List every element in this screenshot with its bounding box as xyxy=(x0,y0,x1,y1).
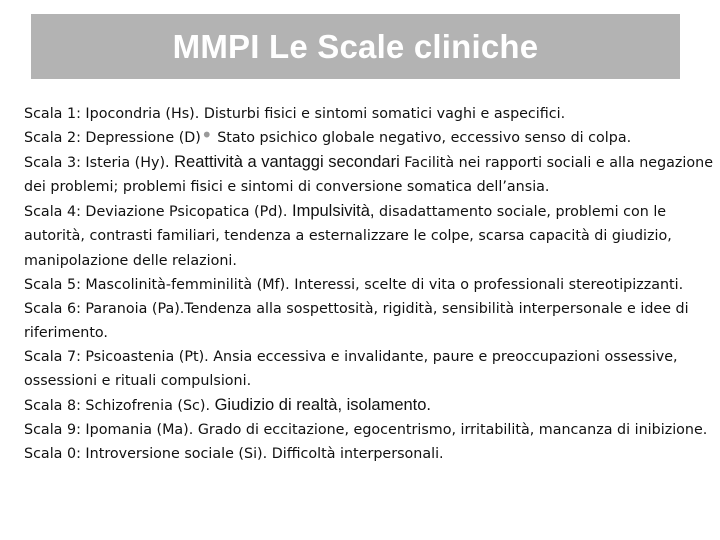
scale-2-text: Scala 2: Depressione (D) xyxy=(24,130,201,147)
scale-6 xyxy=(24,297,716,345)
scale-8-highlight: Giudizio di realtà, isolamento. xyxy=(214,396,432,415)
page-title: MMPI Le Scale cliniche xyxy=(172,27,539,65)
scale-3-description: Facilità nei rapporti sociali e alla negazione dei problemi; problemi fisici e sintomi di conversione somatica dell’ansia. xyxy=(24,155,713,196)
scale-6-text: Scala 6: Paranoia (Pa).Tendenza alla sospettosità, rigidità, sensibilità interpersonale e idee di riferimento. xyxy=(24,300,689,341)
scale-0-text: Scala 0: Introversione sociale (Si). Difficoltà interpersonali. xyxy=(24,446,444,463)
scale-1-text: Scala 1: Ipocondria (Hs). Disturbi fisici e sintomi somatici vaghi e aspecifici. xyxy=(24,106,566,122)
title-banner xyxy=(31,14,680,79)
scale-3-highlight: Reattività a vantaggi secondari xyxy=(174,153,400,172)
scale-4 xyxy=(24,199,716,272)
scale-7 xyxy=(24,345,716,393)
scale-2 xyxy=(24,123,716,150)
scale-3-text: Scala 3: Isteria (Hy). xyxy=(24,155,175,172)
scale-9-text: Scala 9: Ipomania (Ma). Grado di eccitazione, egocentrismo, irritabilità, mancanza di inibizione. xyxy=(24,422,708,439)
scale-4-description: disadattamento sociale, problemi con le autorità, contrasti familiari, tendenza a esternalizzare le colpe, scarsa capacità di giudizio, manipolazione delle relazioni. xyxy=(24,204,672,269)
scale-5 xyxy=(24,273,716,297)
scale-2-description: Stato psichico globale negativo, eccessivo senso di colpa. xyxy=(212,130,632,147)
scale-7-text: Scala 7: Psicoastenia (Pt). Ansia eccessiva e invalidante, paure e preoccupazioni ossessive, ossessioni e rituali compulsioni. xyxy=(24,348,678,390)
scale-0 xyxy=(24,442,716,466)
scale-8-text: Scala 8: Schizofrenia (Sc). xyxy=(24,398,215,415)
scale-4-highlight: Impulsività, xyxy=(291,202,375,221)
scale-5-text: Scala 5: Mascolinità-femminilità (Mf). Interessi, scelte di vita o professionali stereotipizzanti. xyxy=(24,276,684,293)
scale-4-text: Scala 4: Deviazione Psicopatica (Pd). xyxy=(24,204,292,221)
scale-1 xyxy=(24,102,716,126)
bullet-dot-icon: • xyxy=(200,123,213,148)
scales-list xyxy=(24,102,716,466)
scale-9 xyxy=(24,418,716,442)
scale-3 xyxy=(24,150,716,199)
scale-8 xyxy=(24,393,716,418)
